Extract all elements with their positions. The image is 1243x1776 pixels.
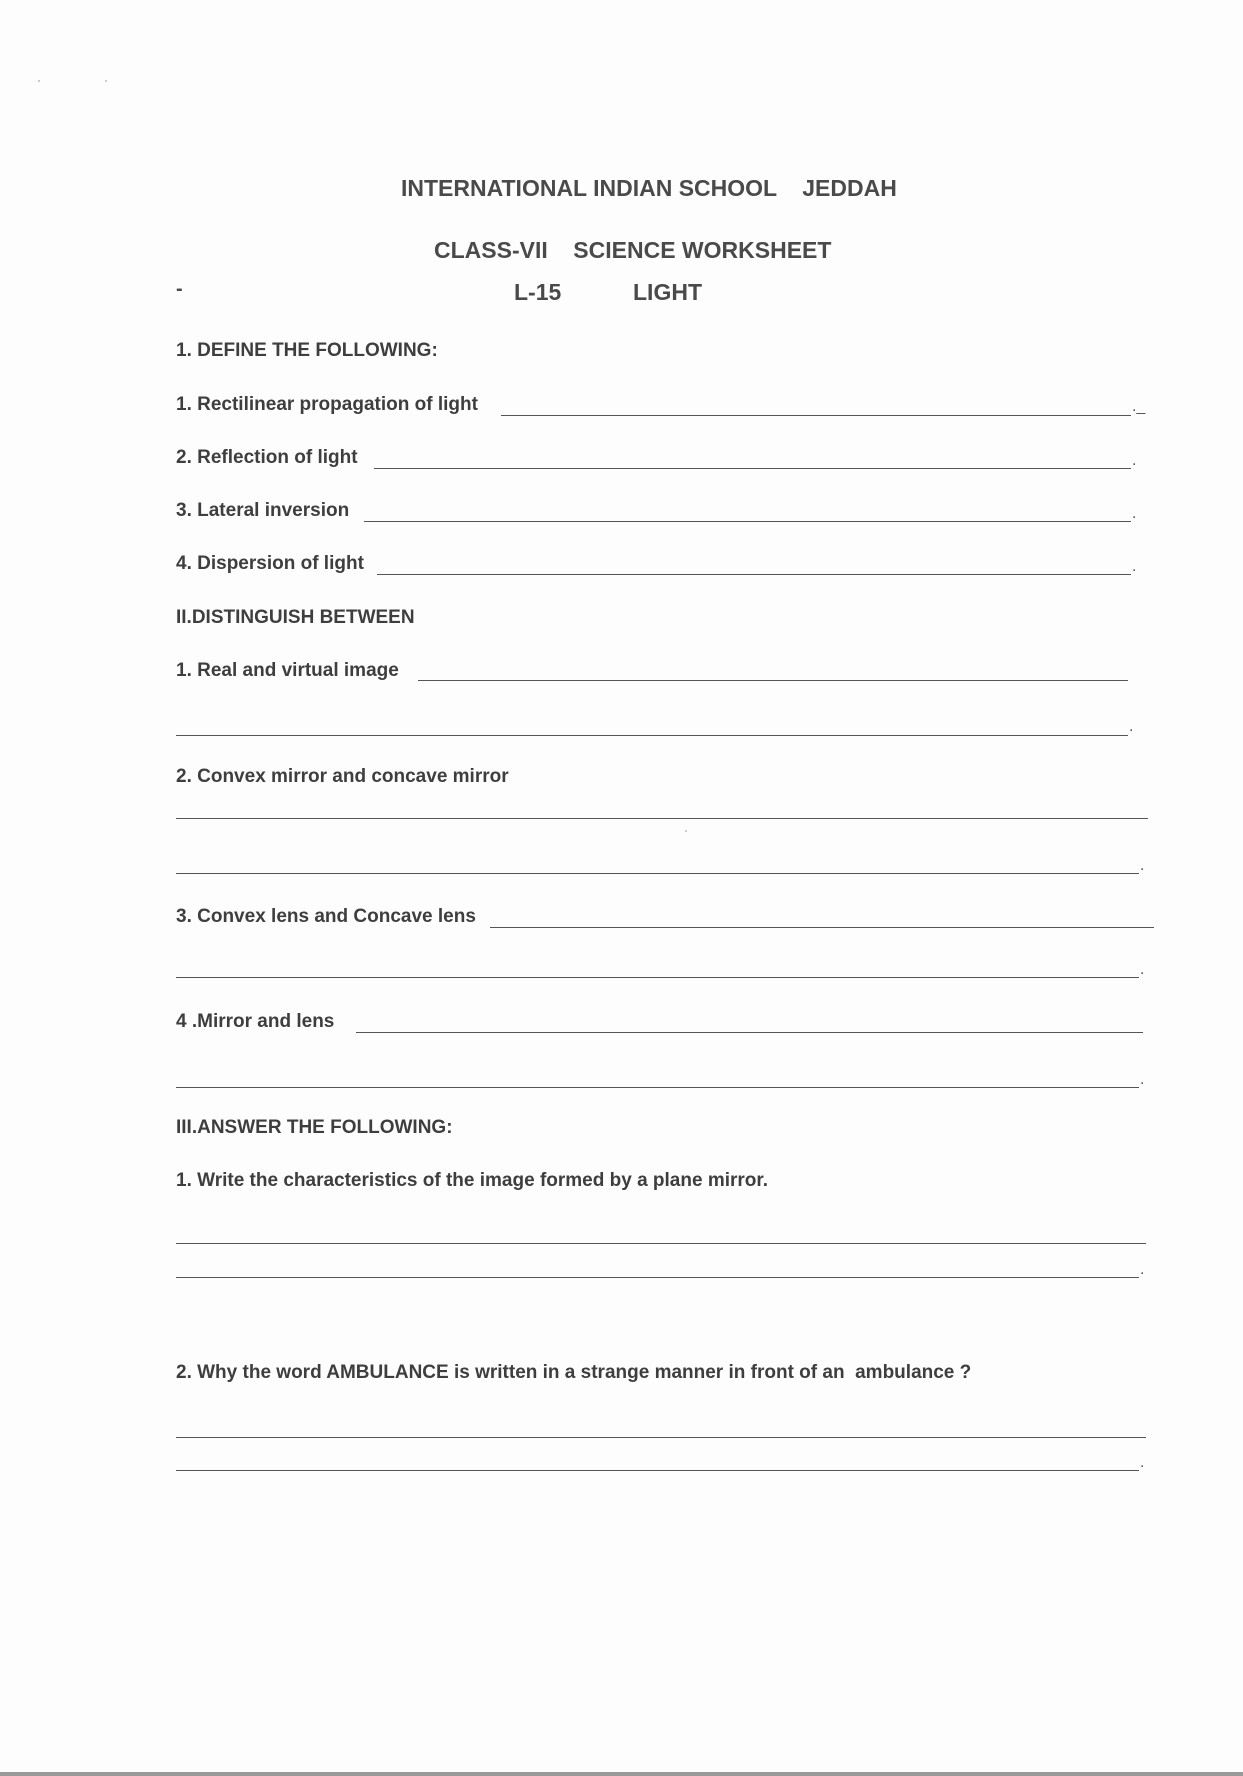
school-name: INTERNATIONAL INDIAN SCHOOL JEDDAH — [401, 175, 897, 201]
answer-line[interactable] — [176, 735, 1128, 736]
answer-line[interactable] — [176, 873, 1139, 874]
answer-line[interactable] — [377, 574, 1131, 575]
answer-line[interactable] — [501, 415, 1131, 416]
define-item-4: 4. Dispersion of light — [176, 553, 364, 574]
distinguish-item-3: 3. Convex lens and Concave lens — [176, 906, 476, 927]
answer-line[interactable] — [176, 818, 1148, 819]
answer-line[interactable] — [176, 1087, 1139, 1088]
line-end-mark: . — [1140, 1261, 1145, 1278]
answer-line[interactable] — [176, 1437, 1146, 1438]
line-end-mark: . — [1132, 558, 1137, 575]
lesson-number: L-15 — [514, 279, 562, 305]
answer-line[interactable] — [176, 977, 1139, 978]
section-answer-heading: III.ANSWER THE FOLLOWING: — [176, 1117, 453, 1138]
define-item-1: 1. Rectilinear propagation of light — [176, 394, 478, 415]
lesson-topic: LIGHT — [633, 279, 702, 305]
scan-speck — [38, 80, 40, 82]
answer-line[interactable] — [176, 1470, 1139, 1471]
answer-question-1: 1. Write the characteristics of the image formed by a plane mirror. — [176, 1170, 769, 1191]
scan-speck — [105, 80, 107, 82]
distinguish-item-4: 4 .Mirror and lens — [176, 1011, 335, 1032]
line-end-mark: . — [1140, 1454, 1145, 1471]
answer-line[interactable] — [356, 1032, 1143, 1033]
define-item-2: 2. Reflection of light — [176, 447, 358, 468]
line-end-mark: . — [1132, 505, 1137, 522]
line-end-mark: . — [1129, 718, 1134, 735]
answer-question-2: 2. Why the word AMBULANCE is written in a strange manner in front of an ambulance ? — [176, 1362, 972, 1383]
line-end-mark: . — [1132, 452, 1137, 469]
answer-line[interactable] — [176, 1243, 1146, 1244]
define-item-3: 3. Lateral inversion — [176, 500, 350, 521]
distinguish-item-2: 2. Convex mirror and concave mirror — [176, 766, 509, 787]
line-end-mark: ._ — [1132, 398, 1146, 415]
scan-speck — [685, 830, 687, 832]
section-distinguish-heading: II.DISTINGUISH BETWEEN — [176, 607, 415, 628]
answer-line[interactable] — [374, 468, 1131, 469]
section-define-heading: 1. DEFINE THE FOLLOWING: — [176, 340, 438, 361]
answer-line[interactable] — [418, 680, 1128, 681]
scan-bottom-edge — [0, 1772, 1243, 1776]
header-dash: - — [176, 278, 183, 300]
distinguish-item-1: 1. Real and virtual image — [176, 660, 399, 681]
line-end-mark: . — [1140, 857, 1145, 874]
line-end-mark: . — [1140, 1071, 1145, 1088]
answer-line[interactable] — [364, 521, 1131, 522]
worksheet-title: CLASS-VII SCIENCE WORKSHEET — [434, 237, 832, 263]
answer-line[interactable] — [490, 927, 1154, 928]
line-end-mark: . — [1140, 961, 1145, 978]
answer-line[interactable] — [176, 1277, 1139, 1278]
